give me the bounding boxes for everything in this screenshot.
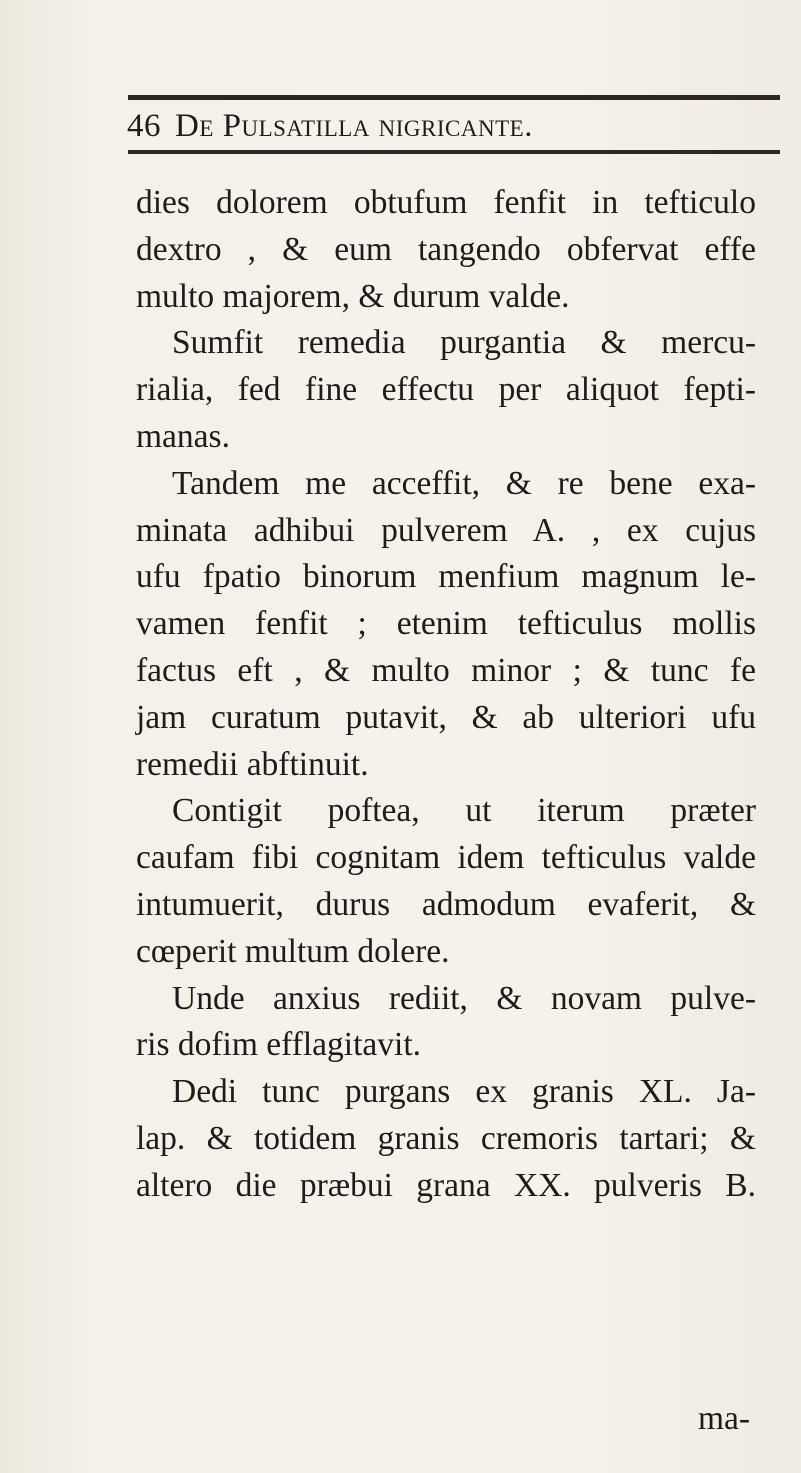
text-line: intumuerit, durus admodum evaferit, & [136,885,756,923]
text-line: Contigit poftea, ut iterum præter [172,792,756,830]
body-text [136,180,792,1210]
text-line: factus eft , & multo minor ; & tunc fe [136,651,756,689]
text-line: dextro , & eum tangendo obfervat effe [136,230,756,268]
text-line: ris dofim efflagitavit. [136,1026,421,1064]
text-line: rialia, fed fine effectu per aliquot fepti- [136,371,756,409]
text-line: caufam fibi cognitam idem tefticulus valde [136,839,756,877]
header-bottom-rule [128,150,780,154]
page-number: 46 [127,108,161,144]
text-line: Dedi tunc purgans ex granis XL. Ja- [172,1073,756,1111]
running-head: De Pulsatilla nigricante. [175,108,533,144]
text-line: cœperit multum dolere. [136,932,450,970]
text-line: jam curatum putavit, & ab ulteriori ufu [136,698,756,736]
header-top-rule [128,95,780,100]
page-header [127,104,787,148]
text-line: Sumfit remedia purgantia & mercu- [172,324,756,362]
text-line: manas. [136,417,230,455]
text-line: ufu fpatio binorum menfium magnum le- [136,558,756,596]
text-line: remedii abftinuit. [136,745,369,783]
text-line: dies dolorem obtufum fenfit in tefticulo [136,184,756,221]
text-line: lap. & totidem granis cremoris tartari; & [136,1119,756,1157]
catchword: ma- [698,1400,751,1437]
text-line: multo majorem, & durum valde. [136,277,570,315]
text-line: minata adhibui pulverem A. , ex cujus [136,511,756,549]
text-line: vamen fenfit ; etenim tefticulus mollis [136,605,756,643]
text-line: Unde anxius rediit, & novam pulve- [172,979,756,1017]
text-line: altero die præbui grana XX. pulveris B. [136,1166,756,1204]
text-line: Tandem me acceffit, & re bene exa- [172,464,756,502]
